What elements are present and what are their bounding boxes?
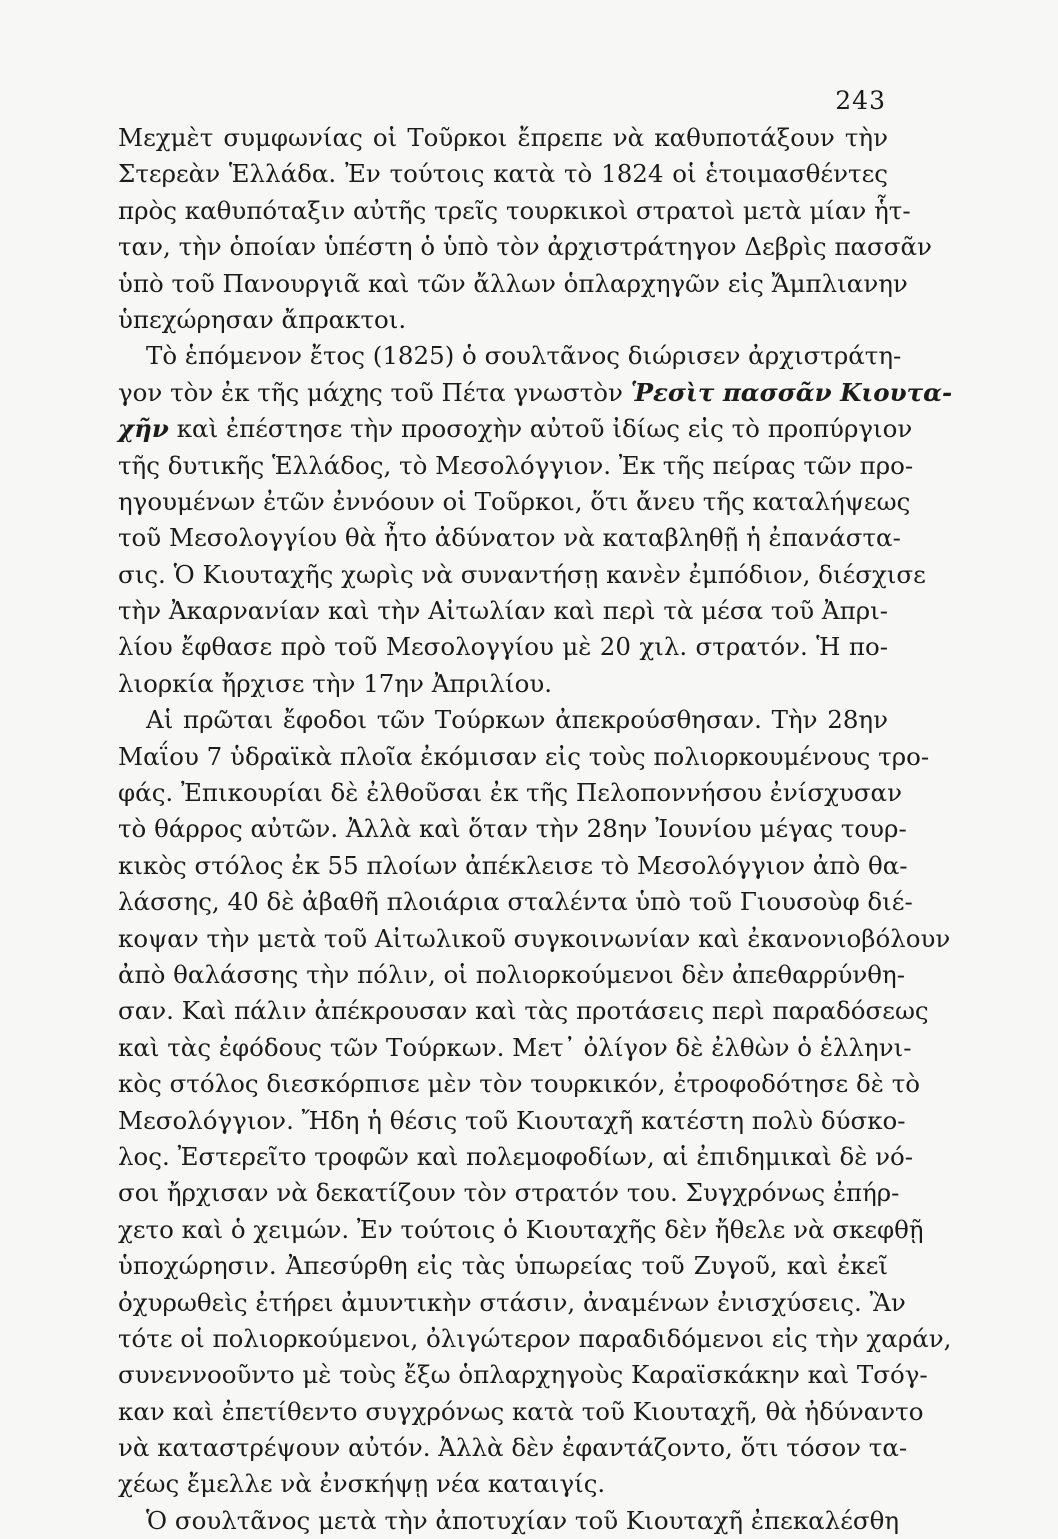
text-line: ηγουμένων ἐτῶν ἐννόουν οἱ Τοῦρκοι, ὅτι ἄνευ τῆς καταλήψεως [118,486,911,516]
text-line: συνεννοοῦντο μὲ τοὺς ἔξω ὁπλαρχηγοὺς Καραϊσκάκην καὶ Τσόγ- [118,1360,928,1390]
emphasized-name: Ῥεσὶτ πασσᾶν Κιουτα- [630,377,953,407]
text-line: τότε οἱ πολιορκούμενοι, ὀλιγώτερον παραδιδόμενοι εἰς τὴν χαράν, [118,1323,952,1353]
text-line: τὴν Ἀκαρνανίαν καὶ τὴν Αἰτωλίαν καὶ περὶ τὰ μέσα τοῦ Ἀπρι- [118,596,888,626]
text-line: σαν. Καὶ πάλιν ἀπέκρουσαν καὶ τὰς προτάσεις περὶ παραδόσεως [118,996,929,1026]
text-line: σις. Ὁ Κιουταχῆς χωρὶς νὰ συναντήσῃ κανὲν ἐμπόδιον, διέσχισε [118,559,926,589]
text-line: τὸ θάρρος αὐτῶν. Ἀλλὰ καὶ ὅταν τὴν 28ην Ἰουνίου μέγας τουρ- [118,814,907,844]
paragraph-end-line: λιορκία ἤρχισε τὴν 17ην Ἀπριλίου. [118,668,553,698]
body-text [118,120,953,1539]
text-line: φάς. Ἐπικουρίαι δὲ ἐλθοῦσαι ἐκ τῆς Πελοποννήσου ἐνίσχυσαν [118,778,902,808]
text-line: χῆν καὶ ἐπέστησε τὴν προσοχὴν αὐτοῦ ἰδίως εἰς τὸ προπύργιον [118,414,913,444]
text-line: λάσσης, 40 δὲ ἀβαθῆ πλοιάρια σταλέντα ὑπὸ τοῦ Γιουσοὺφ διέ- [118,887,913,917]
text-line: ταν, τὴν ὁποίαν ὑπέστη ὁ ὑπὸ τὸν ἀρχιστράτηγον Δεβρὶς πασσᾶν [118,232,932,262]
text-line: καὶ τὰς ἐφόδους τῶν Τούρκων. Μετ᾽ ὀλίγον δὲ ἐλθὼν ὁ ἑλληνι- [118,1032,912,1062]
text-line: χετο καὶ ὁ χειμών. Ἐν τούτοις ὁ Κιουταχῆς δὲν ἤθελε νὰ σκεφθῇ [118,1214,924,1244]
text-line: κοψαν τὴν μετὰ τοῦ Αἰτωλικοῦ συγκοινωνίαν καὶ ἐκανονιοβόλουν [118,923,951,953]
paragraph-end-line: ὑπεχώρησαν ἄπρακτοι. [118,304,407,334]
emphasized-name: χῆν [118,414,169,444]
text-line: Μεχμὲτ συμφωνίας οἱ Τοῦρκοι ἔπρεπε νὰ καθυποτάξουν τὴν [118,123,888,152]
paragraph-start-line: Αἱ πρῶται ἔφοδοι τῶν Τούρκων ἀπεκρούσθησαν. Τὴν 28ην [146,705,888,735]
text-line: καν καὶ ἐπετίθεντο συγχρόνως κατὰ τοῦ Κιουταχῆ, θὰ ἠδύναντο [118,1396,924,1426]
text-line: Στερεὰν Ἑλλάδα. Ἐν τούτοις κατὰ τὸ 1824 οἱ ἑτοιμασθέντες [118,159,888,189]
text-line: ὑπὸ τοῦ Πανουργιᾶ καὶ τῶν ἄλλων ὁπλαρχηγῶν εἰς Ἄμπλιανην [118,268,908,298]
text-line: σοι ἤρχισαν νὰ δεκατίζουν τὸν στρατόν του. Συγχρόνως ἐπήρ- [118,1178,900,1208]
text-line: γον τὸν ἐκ τῆς μάχης τοῦ Πέτα γνωστὸν Ῥεσὶτ πασσᾶν Κιουτα- [118,377,953,407]
text-line: κικὸς στόλος ἐκ 55 πλοίων ἀπέκλεισε τὸ Μεσολόγγιον ἀπὸ θα- [118,850,908,880]
text-line: λίου ἔφθασε πρὸ τοῦ Μεσολογγίου μὲ 20 χιλ. στρατόν. Ἡ πο- [118,632,888,662]
paragraph-end-line: χέως ἔμελλε νὰ ἐνσκήψῃ νέα καταιγίς. [118,1469,606,1499]
text-line: ὑποχώρησιν. Ἀπεσύρθη εἰς τὰς ὑπωρείας τοῦ Ζυγοῦ, καὶ ἐκεῖ [118,1251,888,1281]
text-line: τοῦ Μεσολογγίου θὰ ἦτο ἀδύνατον νὰ καταβληθῇ ἡ ἐπανάστα- [118,523,901,553]
paragraph-start-line: Τὸ ἑπόμενον ἔτος (1825) ὁ σουλτᾶνος διώρισεν ἀρχιστράτη- [146,341,902,371]
text-line: κὸς στόλος διεσκόρπισε μὲν τὸν τουρκικόν, ἐτροφοδότησε δὲ τὸ [118,1069,921,1099]
text-line: πρὸς καθυπόταξιν αὐτῆς τρεῖς τουρκικοὶ στρατοὶ μετὰ μίαν ἧτ- [118,195,911,225]
text-line: τῆς δυτικῆς Ἑλλάδος, τὸ Μεσολόγγιον. Ἐκ τῆς πείρας τῶν προ- [118,450,914,480]
paragraph-start-line: Ὁ σουλτᾶνος μετὰ τὴν ἀποτυχίαν τοῦ Κιουταχῆ ἐπεκαλέσθη [146,1505,900,1535]
page-number: 243 [835,86,886,115]
text-line: ὀχυρωθεὶς ἐτήρει ἀμυντικὴν στάσιν, ἀναμένων ἐνισχύσεις. Ἂν [118,1287,906,1317]
text-line: ἀπὸ θαλάσσης τὴν πόλιν, οἱ πολιορκούμενοι δὲν ἀπεθαρρύνθη- [118,959,905,989]
text-line: νὰ καταστρέψουν αὐτόν. Ἀλλὰ δὲν ἐφαντάζοντο, ὅτι τόσον τα- [118,1433,908,1463]
text-line: Μεσολόγγιον. Ἤδη ἡ θέσις τοῦ Κιουταχῆ κατέστη πολὺ δύσκο- [118,1105,906,1135]
text-line: λος. Ἐστερεῖτο τροφῶν καὶ πολεμοφοδίων, αἱ ἐπιδημικαὶ δὲ νό- [118,1141,914,1171]
text-line: Μαΐου 7 ὑδραϊκὰ πλοῖα ἐκόμισαν εἰς τοὺς πολιορκουμένους τρο- [118,741,930,771]
